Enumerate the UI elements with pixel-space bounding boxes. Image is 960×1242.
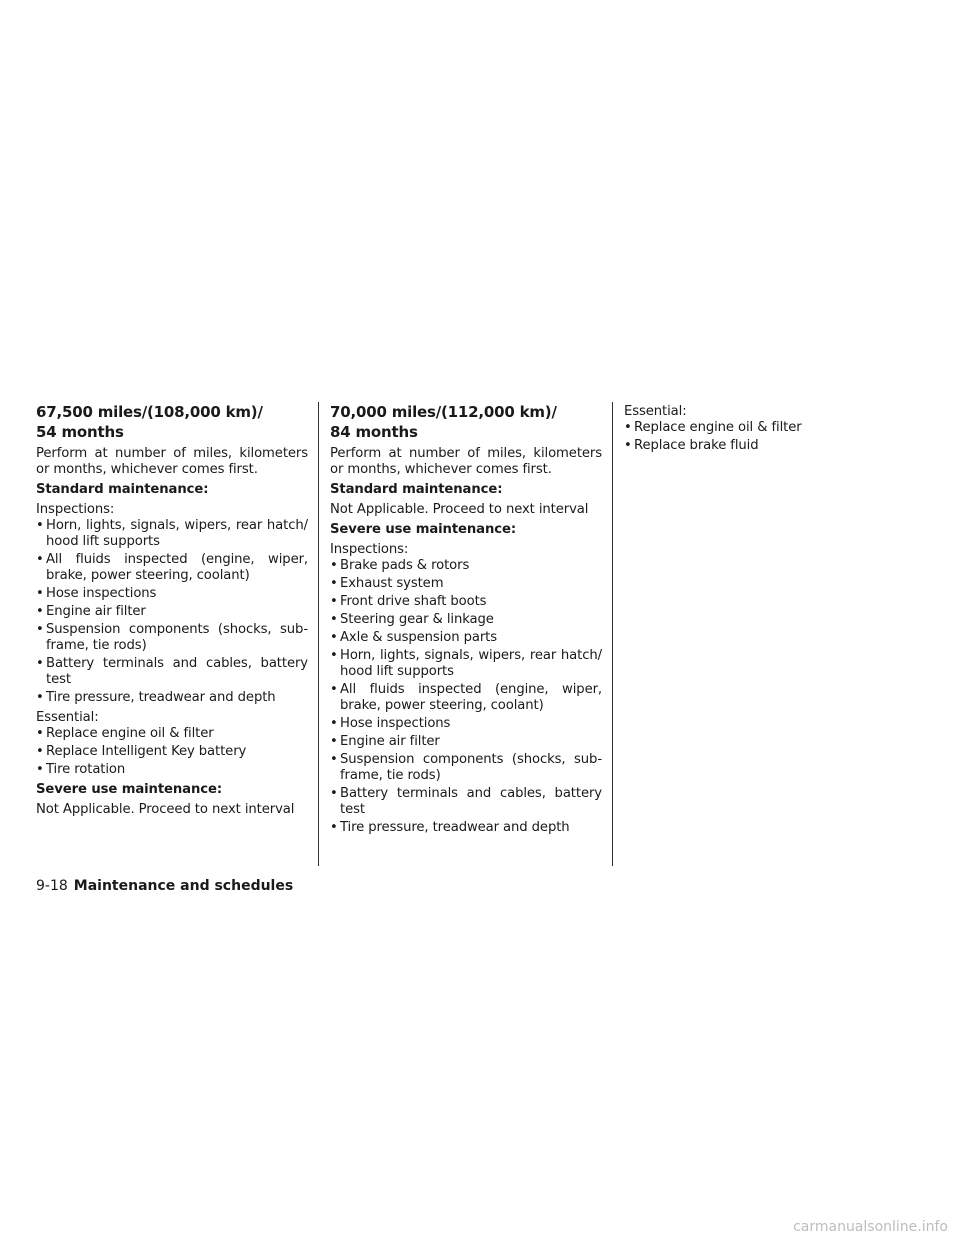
interval-heading (36, 402, 308, 442)
standard-maintenance-label: Standard maintenance: (330, 482, 503, 497)
watermark: carmanualsonline.info (793, 1219, 948, 1235)
interval-intro: Perform at number of miles, kilometers or months, whichever comes first. (36, 446, 308, 477)
list-item: • Suspension components (shocks, sub-frame, tie rods) (330, 752, 602, 784)
standard-maintenance-label: Standard maintenance: (36, 482, 209, 497)
list-item: • Horn, lights, signals, wipers, rear hatch/ hood lift supports (330, 648, 602, 680)
section-name: Maintenance and schedules (73, 878, 294, 894)
list-item: • Battery terminals and cables, battery test (330, 786, 602, 818)
interval-67500-column (36, 402, 308, 822)
column-divider (612, 402, 613, 866)
list-item: • Steering gear & linkage (330, 612, 602, 628)
list-item: • Hose inspections (36, 586, 308, 602)
interval-heading-line1: 70,000 miles/(112,000 km)/ (330, 403, 557, 421)
essential-list (624, 420, 896, 454)
list-item: • Battery terminals and cables, battery test (36, 656, 308, 688)
standard-maintenance-text: Not Applicable. Proceed to next interval (330, 502, 589, 517)
list-item: • Brake pads & rotors (330, 558, 602, 574)
page-number: 9-18 (36, 878, 68, 894)
list-item: • Replace engine oil & filter (36, 726, 308, 742)
list-item: • Front drive shaft boots (330, 594, 602, 610)
list-item: • Tire pressure, treadwear and depth (36, 690, 308, 706)
list-item: • Horn, lights, signals, wipers, rear hatch/ hood lift supports (36, 518, 308, 550)
interval-heading-line2: 54 months (36, 423, 124, 441)
list-item: • Suspension components (shocks, sub-frame, tie rods) (36, 622, 308, 654)
page-footer (36, 877, 293, 895)
continued-column (624, 404, 896, 458)
interval-heading-line1: 67,500 miles/(108,000 km)/ (36, 403, 263, 421)
inspections-list (330, 558, 602, 836)
severe-maintenance-label: Severe use maintenance: (36, 782, 223, 797)
severe-maintenance-label: Severe use maintenance: (330, 522, 517, 537)
list-item: • Axle & suspension parts (330, 630, 602, 646)
list-item: • Tire pressure, treadwear and depth (330, 820, 602, 836)
list-item: • Exhaust system (330, 576, 602, 592)
interval-intro: Perform at number of miles, kilometers or months, whichever comes first. (330, 446, 602, 477)
column-divider (318, 402, 319, 866)
inspections-label: Inspections: (330, 542, 409, 557)
list-item: • Tire rotation (36, 762, 308, 778)
interval-heading (330, 402, 602, 442)
essential-label: Essential: (624, 404, 687, 419)
list-item: • Engine air filter (330, 734, 602, 750)
list-item: • All fluids inspected (engine, wiper, brake, power steering, coolant) (330, 682, 602, 714)
interval-70000-column (330, 402, 602, 840)
list-item: • Replace Intelligent Key battery (36, 744, 308, 760)
essential-list (36, 726, 308, 778)
interval-heading-line2: 84 months (330, 423, 418, 441)
list-item: • All fluids inspected (engine, wiper, brake, power steering, coolant) (36, 552, 308, 584)
list-item: • Engine air filter (36, 604, 308, 620)
severe-maintenance-text: Not Applicable. Proceed to next interval (36, 802, 295, 817)
list-item: • Hose inspections (330, 716, 602, 732)
inspections-list (36, 518, 308, 706)
essential-label: Essential: (36, 710, 99, 725)
list-item: • Replace brake fluid (624, 438, 896, 454)
list-item: • Replace engine oil & filter (624, 420, 896, 436)
inspections-label: Inspections: (36, 502, 115, 517)
